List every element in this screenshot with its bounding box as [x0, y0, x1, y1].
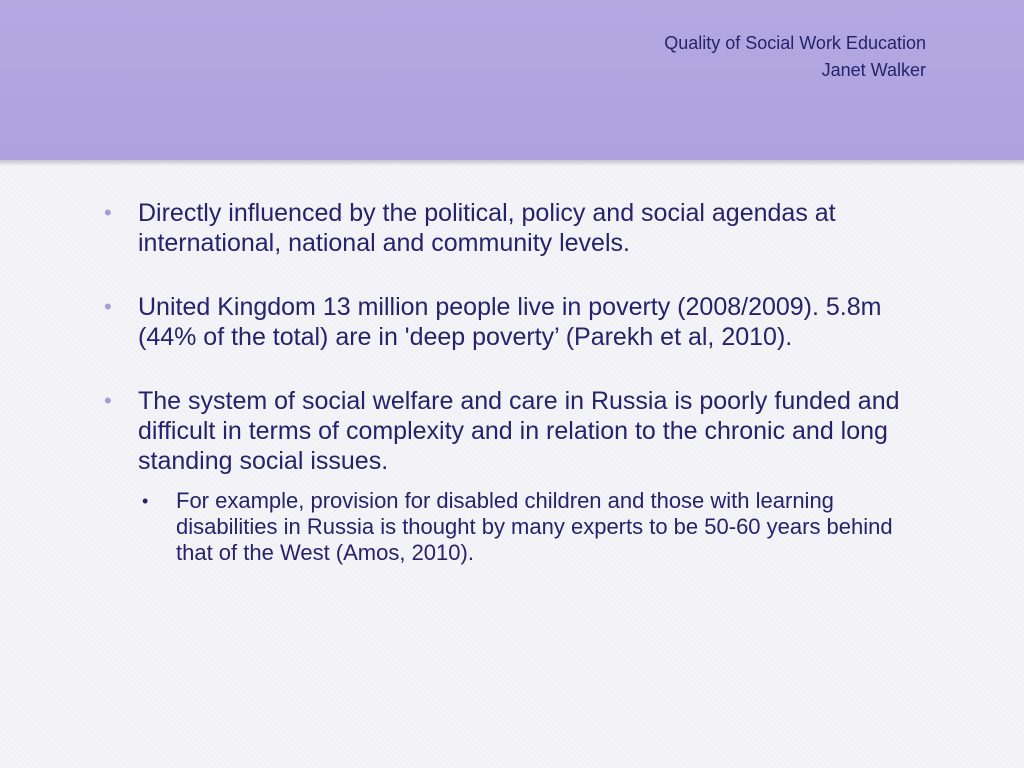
bullet-dot-icon: •: [104, 388, 112, 413]
bullet-item: [104, 292, 924, 352]
bullet-text: Directly influenced by the political, policy and social agendas at international, national and community levels.: [138, 199, 836, 257]
sub-bullet-item: [138, 488, 924, 566]
bullet-list: [104, 198, 924, 600]
header-text: [664, 30, 926, 84]
sub-bullet-dot-icon: •: [142, 491, 149, 511]
bullet-dot-icon: •: [104, 200, 112, 225]
presenter-name: Janet Walker: [821, 60, 926, 80]
header-divider: [0, 160, 1024, 166]
presentation-title: Quality of Social Work Education: [664, 33, 926, 53]
bullet-text: United Kingdom 13 million people live in poverty (2008/2009). 5.8m (44% of the total) are in 'deep poverty’ (Parekh et al, 2010).: [138, 293, 882, 351]
bullet-dot-icon: •: [104, 294, 112, 319]
sub-bullet-text: For example, provision for disabled children and those with learning disabilities in Russia is thought by many experts to be 50-60 years behind that of the West (Amos, 2010).: [176, 488, 893, 565]
bullet-item: [104, 198, 924, 258]
bullet-text: The system of social welfare and care in Russia is poorly funded and difficult in terms of complexity and in relation to the chronic and long standing social issues.: [138, 387, 900, 475]
bullet-item: [104, 386, 924, 566]
